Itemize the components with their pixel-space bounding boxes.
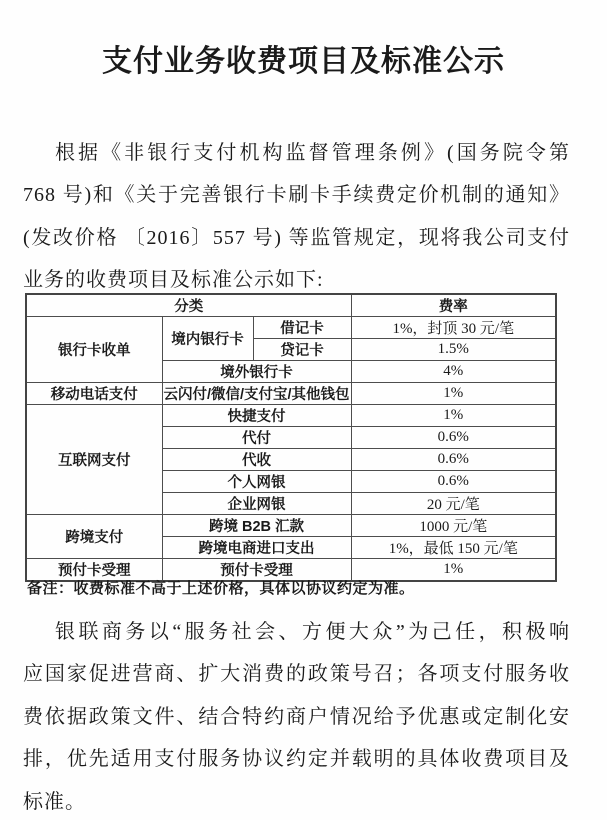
cell-sub-ecommerce-import: 跨境电商进口支出: [162, 537, 351, 559]
cell-group-prepaid-card: 预付卡受理: [26, 559, 162, 582]
cell-rate: 0.6%: [351, 427, 556, 449]
cell-rate: 1%: [351, 383, 556, 405]
cell-sub-prepaid-card: 预付卡受理: [162, 559, 351, 582]
cell-leaf-credit-card: 贷记卡: [253, 339, 351, 361]
paragraph-line: 根据《非银行支付机构监督管理条例》(国务院令第: [55, 142, 570, 164]
cell-group-bank-card-acquiring: 银行卡收单: [26, 317, 162, 383]
closing-paragraph: [23, 611, 570, 820]
cell-rate: 1%: [351, 405, 556, 427]
column-header-rate: 费率: [351, 294, 556, 317]
paragraph-line: 768 号)和《关于完善银行卡刷卡手续费定价机制的通知》: [23, 184, 570, 207]
cell-sub-foreign-bank-card: 境外银行卡: [162, 361, 351, 383]
cell-rate: 0.6%: [351, 449, 556, 471]
cell-sub-personal-ebank: 个人网银: [162, 471, 351, 493]
paragraph-line: 业务的收费项目及标准公示如下:: [23, 269, 324, 292]
table-row: [26, 383, 556, 405]
cell-rate: 1%，最低 150 元/笔: [351, 537, 556, 559]
table-header-row: [26, 294, 556, 317]
table-row: [26, 515, 556, 537]
cell-rate: 1000 元/笔: [351, 515, 556, 537]
cell-group-cross-border-payment: 跨境支付: [26, 515, 162, 559]
fee-table: [25, 293, 557, 582]
column-header-category: 分类: [26, 294, 351, 317]
cell-sub-collection: 代收: [162, 449, 351, 471]
cell-leaf-debit-card: 借记卡: [253, 317, 351, 339]
cell-rate: 1.5%: [351, 339, 556, 361]
paragraph-line: 排，优先适用支付服务协议约定并载明的具体收费项目及: [23, 748, 570, 771]
paragraph-line: 应国家促进营商、扩大消费的政策号召；各项支付服务收: [23, 663, 570, 686]
cell-rate: 1%，封顶 30 元/笔: [351, 317, 556, 339]
cell-sub-wallets: 云闪付/微信/支付宝/其他钱包: [162, 383, 351, 405]
cell-sub-payout: 代付: [162, 427, 351, 449]
cell-sub-domestic-bank-card: 境内银行卡: [162, 317, 253, 361]
cell-group-internet-payment: 互联网支付: [26, 405, 162, 515]
cell-sub-quick-pay: 快捷支付: [162, 405, 351, 427]
page-title: 支付业务收费项目及标准公示: [102, 45, 505, 78]
table-note: 备注：收费标准不高于上述价格，具体以协议约定为准。: [27, 581, 415, 597]
cell-rate: 20 元/笔: [351, 493, 556, 515]
paragraph-line: 标准。: [23, 790, 86, 813]
intro-paragraph: [23, 132, 570, 302]
cell-rate: 4%: [351, 361, 556, 383]
table-row: [26, 405, 556, 427]
cell-rate: 1%: [351, 559, 556, 582]
cell-sub-corporate-ebank: 企业网银: [162, 493, 351, 515]
cell-sub-b2b-remittance: 跨境 B2B 汇款: [162, 515, 351, 537]
paragraph-line: (发改价格 〔2016〕557 号) 等监管规定，现将我公司支付: [23, 226, 570, 249]
cell-rate: 0.6%: [351, 471, 556, 493]
paragraph-line: 费依据政策文件、结合特约商户情况给予优惠或定制化安: [23, 705, 570, 728]
table-row: [26, 317, 556, 339]
cell-group-mobile-payment: 移动电话支付: [26, 383, 162, 405]
paragraph-line: 银联商务以“服务社会、方便大众”为己任，积极响: [55, 621, 570, 643]
